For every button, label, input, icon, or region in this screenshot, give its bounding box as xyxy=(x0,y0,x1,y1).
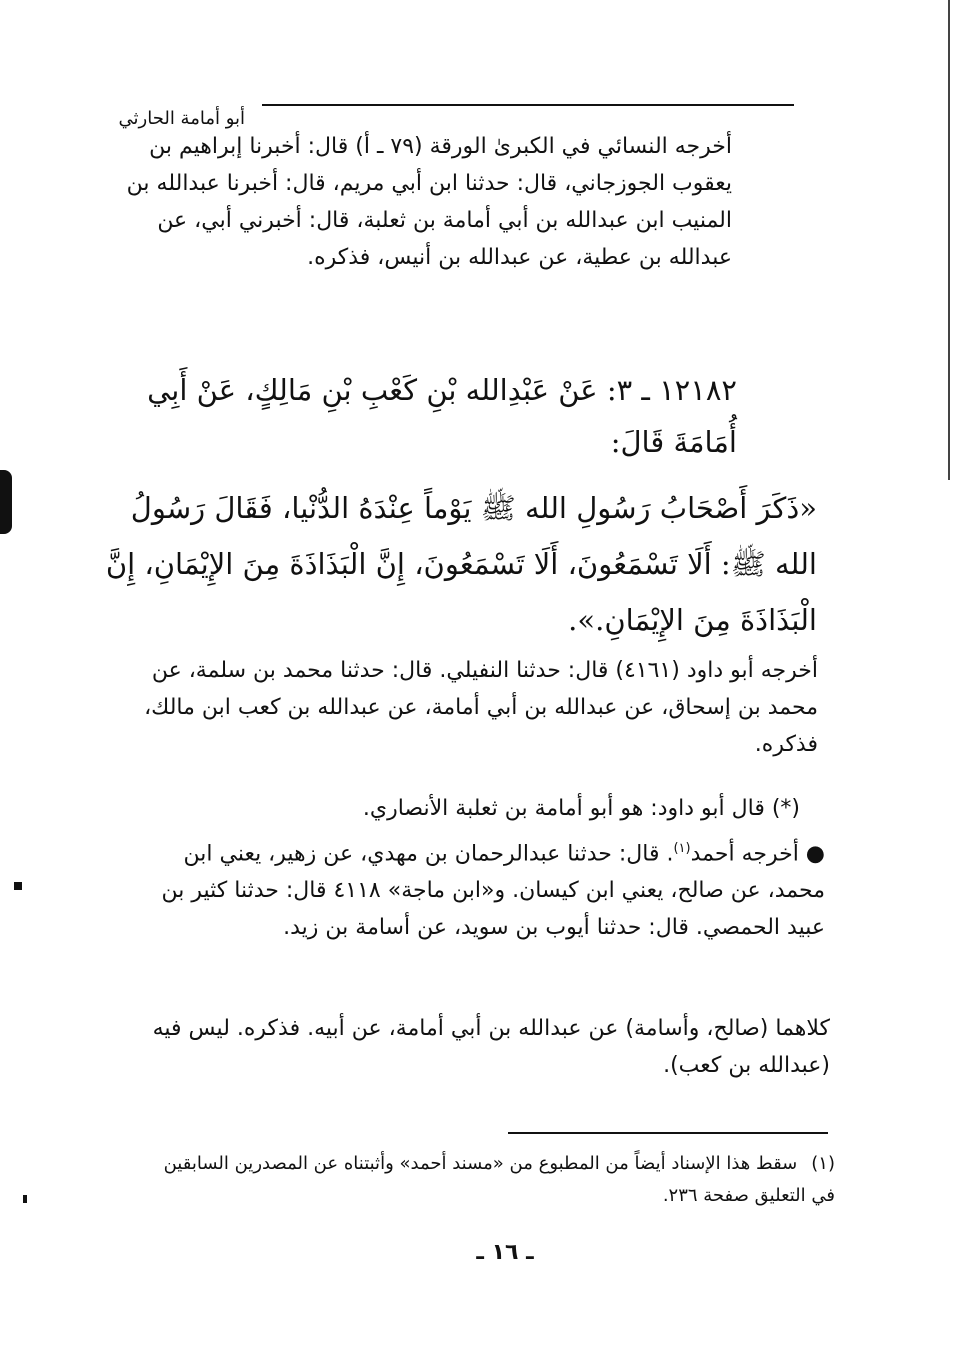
paragraph-takhrij-nasai: أخرجه النسائي في الكبرىٰ الورقة (٧٩ ـ أ) قال: أخبرنا إبراهيم بن يعقوب الجوزجاني، قال: حدثنا ابن أبي مريم، قال: أخبرنا عبدالله بن المنيب ابن عبدالله بن أبي أمامة بن ثعلبة، قال: أخبرني أبي، عن عبدالله بن عطية، عن عبدالله بن أنيس، فذكره. xyxy=(126,134,732,270)
paragraph-takhrij-ahmad-rest: . قال: حدثنا عبدالرحمان بن مهدي، عن زهير، يعني ابن محمد، عن صالح، يعني ابن كيسان. و«ابن ماجة» ٤١١٨ قال: حدثنا كثير بن عبيد الحمصي. قال: حدثنا أيوب بن سويد، عن أسامة بن زيد. xyxy=(161,841,825,941)
paragraph-takhrij-abu-dawud: أخرجه أبو داود (٤١٦١) قال: حدثنا النفيلي. قال: حدثنا محمد بن سلمة، عن محمد بن إسحاق، عن عبدالله بن أبي أمامة، عن عبدالله بن كعب ابن مالك، فذكره. xyxy=(144,658,818,757)
scan-edge-line xyxy=(948,0,950,480)
running-header-title: أبو أمامة الحارثي xyxy=(118,108,245,129)
page-number: ـ ١٦ ـ xyxy=(476,1240,534,1265)
footnote xyxy=(145,1148,835,1212)
footnote-text: سقط هذا الإسناد أيضاً من المطبوع من «مسند أحمد» وأثبتناه عن المصدرين السابقين في التعليق صفحة ٢٣٦. xyxy=(163,1153,835,1206)
paragraph-takhrij-ahmad xyxy=(125,830,825,946)
paragraph-abu-dawud-note: (*) قال أبو داود: هو أبو أمامة بن ثعلبة الأنصاري. xyxy=(362,796,800,821)
footnote-number: (١) xyxy=(811,1153,835,1174)
hadith-text: «ذَكَرَ أَصْحَابُ رَسُولِ الله ﷺ يَوْماً عِنْدَهُ الدُّنْيا، فَقَالَ رَسُولُ الله ﷺ: أَلَا تَسْمَعُونَ، أَلَا تَسْمَعُونَ، إِنَّ الْبَذَاذَةَ مِنَ الإِيْمَانِ، إِنَّ الْبَذَاذَةَ مِنَ الإِيْمَانِ.». xyxy=(105,491,817,637)
hadith-heading: ١٢١٨٢ ـ ٣: عَنْ عَبْدِالله بْنِ كَعْبِ بْنِ مَالِكٍ، عَنْ أَبِي أُمَامَةَ قَالَ: xyxy=(147,373,737,459)
scan-binding-mark xyxy=(0,470,12,534)
paragraph-takhrij-ahmad-start: ● أخرجه أحمد xyxy=(690,841,825,867)
footnote-reference: (١) xyxy=(673,841,691,856)
scan-speck xyxy=(14,882,22,890)
footnote-rule xyxy=(508,1132,828,1134)
paragraph-summary: كلاهما (صالح، وأسامة) عن عبدالله بن أبي أمامة، عن أبيه. فذكره. ليس فيه (عبدالله بن كعب). xyxy=(152,1016,830,1078)
scan-speck xyxy=(23,1195,27,1203)
header-rule xyxy=(262,104,794,106)
